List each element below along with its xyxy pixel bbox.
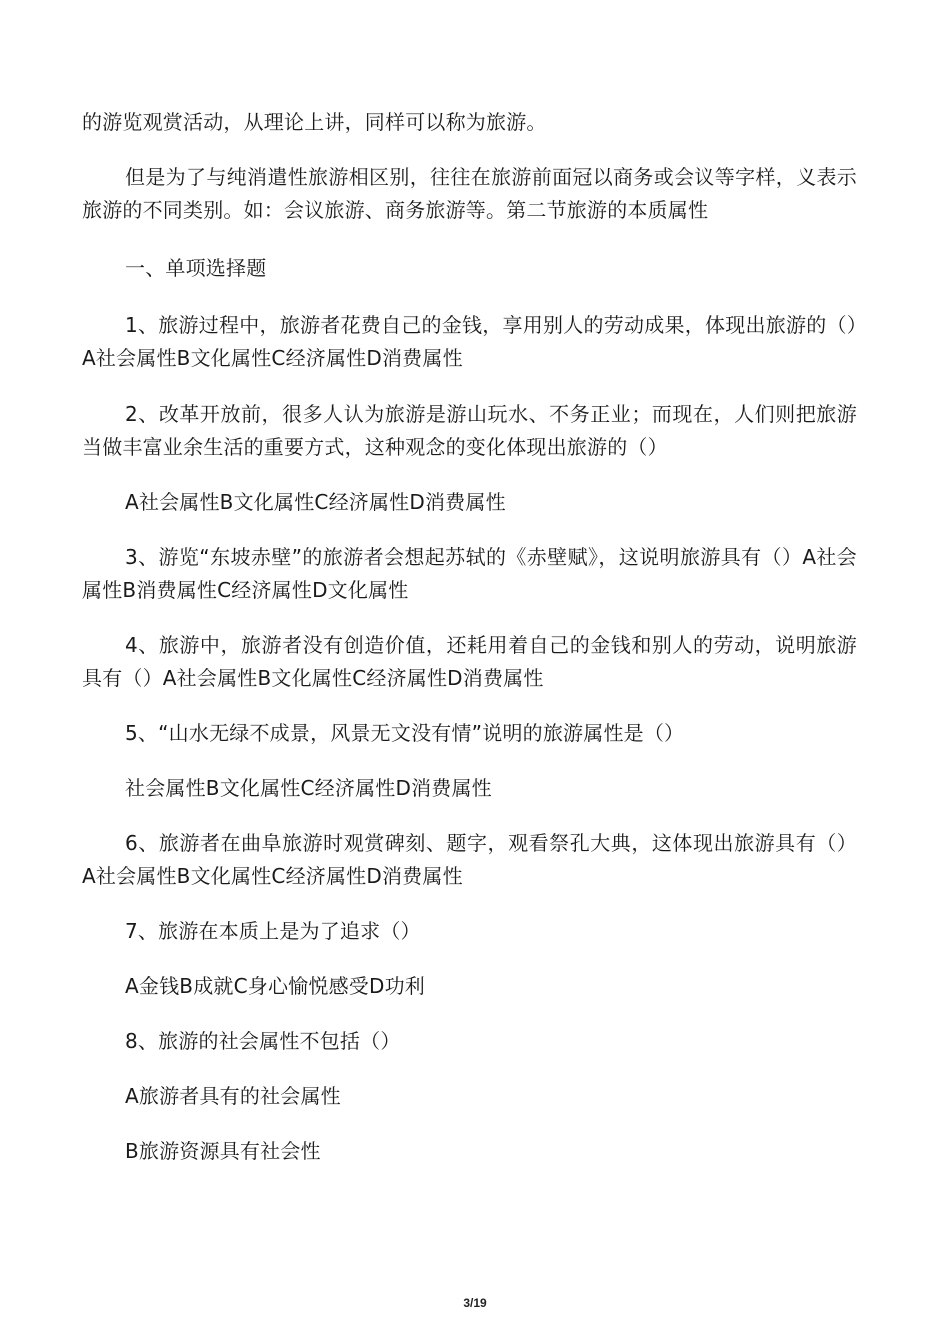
question-3: 3、游览“东坡赤壁”的旅游者会想起苏轼的《赤壁赋》，这说明旅游具有（）A社会属性B消费属性C经济属性D文化属性	[82, 545, 857, 602]
question-8-option-b: B旅游资源具有社会性	[125, 1139, 321, 1163]
question-7-options: A金钱B成就C身心愉悦感受D功利	[125, 974, 425, 998]
paragraph-continuation: 的游览观赏活动，从理论上讲，同样可以称为旅游。	[82, 110, 547, 134]
section-heading-single-choice: 一、单项选择题	[125, 256, 267, 280]
paragraph-business-travel: 但是为了与纯消遣性旅游相区别，往往在旅游前面冠以商务或会议等字样，义表示旅游的不同类别。如：会议旅游、商务旅游等。第二节旅游的本质属性	[82, 165, 857, 222]
document-body	[82, 106, 857, 1168]
page-number: 3/19	[463, 1296, 487, 1310]
question-8-option-a: A旅游者具有的社会属性	[125, 1084, 341, 1108]
question-7: 7、旅游在本质上是为了追求（）	[125, 919, 421, 943]
question-5: 5、“山水无绿不成景，风景无文没有情”说明的旅游属性是（）	[125, 721, 685, 745]
question-4: 4、旅游中，旅游者没有创造价值，还耗用着自己的金钱和别人的劳动，说明旅游具有（）A社会属性B文化属性C经济属性D消费属性	[82, 633, 857, 690]
question-1: 1、旅游过程中，旅游者花费自己的金钱，享用别人的劳动成果，体现出旅游的（）A社会属性B文化属性C经济属性D消费属性	[82, 313, 857, 370]
question-2-options: A社会属性B文化属性C经济属性D消费属性	[125, 490, 506, 514]
question-6: 6、旅游者在曲阜旅游时观赏碑刻、题字，观看祭孔大典，这体现出旅游具有（）A社会属性B文化属性C经济属性D消费属性	[82, 831, 857, 888]
question-8: 8、旅游的社会属性不包括（）	[125, 1029, 401, 1053]
question-2: 2、改革开放前，很多人认为旅游是游山玩水、不务正业；而现在，人们则把旅游当做丰富业余生活的重要方式，这种观念的变化体现出旅游的（）	[82, 402, 857, 459]
question-5-options: 社会属性B文化属性C经济属性D消费属性	[125, 776, 492, 800]
